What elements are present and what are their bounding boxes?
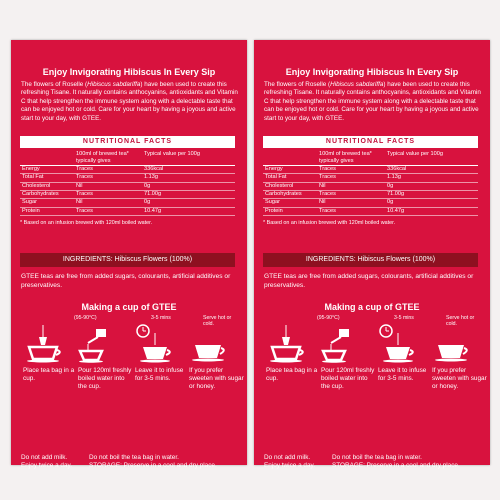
temperature-label: (95-90°C) bbox=[74, 315, 97, 321]
table-row: Cholesterol Nil 0g bbox=[20, 182, 235, 190]
footer-notes: Do not add milk. Do not boil the tea bag in water. Enjoy twice a day. STORAGE: Preserve in a cool and dry place. bbox=[264, 454, 460, 469]
nutrition-table bbox=[263, 150, 478, 216]
temperature-label: (95-90°C) bbox=[317, 315, 340, 321]
step-3 bbox=[133, 315, 185, 465]
kettle-pour-icon bbox=[319, 323, 363, 363]
nutrition-facts bbox=[20, 136, 235, 226]
brewing-steps bbox=[21, 315, 244, 465]
step-4-text: If you prefer sweeten with sugar or honey. bbox=[189, 367, 244, 390]
nutrition-header-row: 100ml of brewed tea* typically gives Typical value per 100g bbox=[263, 150, 478, 166]
step-2-text: Pour 120ml freshly boiled water into the cup. bbox=[321, 367, 375, 390]
step-2 bbox=[74, 315, 132, 465]
table-row: Sugar Nil 0g bbox=[20, 199, 235, 207]
steep-time-label: 3-5 mins bbox=[394, 315, 414, 321]
step-1 bbox=[21, 315, 73, 465]
step-1-text: Place tea bag in a cup. bbox=[266, 367, 318, 382]
table-row: Cholesterol Nil 0g bbox=[263, 182, 478, 190]
brewing-steps bbox=[264, 315, 487, 465]
table-row: Protein Traces 10.47g bbox=[20, 207, 235, 215]
headline: Enjoy Invigorating Hibiscus In Every Sip bbox=[42, 67, 216, 77]
step-4-text: If you prefer sweeten with sugar or honey. bbox=[432, 367, 487, 390]
table-row: Carbohydrates Traces 71.00g bbox=[20, 191, 235, 199]
serve-label: Serve hot or cold. bbox=[203, 315, 232, 327]
timer-cup-icon bbox=[376, 323, 420, 363]
tea-bag-cup-icon bbox=[264, 323, 308, 363]
step-3-text: Leave it to infuse for 3-5 mins. bbox=[135, 367, 184, 382]
kettle-pour-icon bbox=[76, 323, 120, 363]
table-row: Sugar Nil 0g bbox=[263, 199, 478, 207]
intro-paragraph: The flowers of Roselle (Hibiscus sabdariffa) have been used to create this refreshing Tisane. It naturally contains anthocyanins, antioxidants and Vitamin C that help strengthen the immune system along with a delectable taste that can be enjoyed hot or cold. Care for your heart by having a joyous and active start to your day, with GTEE. bbox=[264, 81, 481, 122]
table-row: Energy Traces 336kcal bbox=[20, 166, 235, 174]
headline: Enjoy Invigorating Hibiscus In Every Sip bbox=[285, 67, 459, 77]
nutrition-facts bbox=[263, 136, 478, 226]
intro-paragraph: The flowers of Roselle (Hibiscus sabdariffa) have been used to create this refreshing Tisane. It naturally contains anthocyanins, antioxidants and Vitamin C that help strengthen the immune system along with a delectable taste that can be enjoyed hot or cold. Care for your heart by having a joyous and active start to your day, with GTEE. bbox=[21, 81, 238, 122]
step-4 bbox=[430, 315, 487, 465]
ingredients-bar: INGREDIENTS: Hibiscus Flowers (100%) bbox=[263, 253, 478, 267]
making-title: Making a cup of GTEE bbox=[81, 302, 177, 312]
table-row: Energy Traces 336kcal bbox=[263, 166, 478, 174]
footer-notes: Do not add milk. Do not boil the tea bag in water. Enjoy twice a day. STORAGE: Preserve in a cool and dry place. bbox=[21, 454, 217, 469]
table-row: Carbohydrates Traces 71.00g bbox=[263, 191, 478, 199]
ingredients-bar: INGREDIENTS: Hibiscus Flowers (100%) bbox=[20, 253, 235, 267]
nutrition-table bbox=[20, 150, 235, 216]
timer-cup-icon bbox=[133, 323, 177, 363]
table-row: Total Fat Traces 1.13g bbox=[263, 174, 478, 182]
step-2 bbox=[317, 315, 375, 465]
step-2-text: Pour 120ml freshly boiled water into the cup. bbox=[78, 367, 132, 390]
step-3 bbox=[376, 315, 428, 465]
tea-box-panel-left bbox=[11, 40, 247, 469]
free-from-statement: GTEE teas are free from added sugars, colourants, artificial additives or preservatives. bbox=[21, 273, 231, 289]
making-title: Making a cup of GTEE bbox=[324, 302, 420, 312]
step-3-text: Leave it to infuse for 3-5 mins. bbox=[378, 367, 427, 382]
nutrition-title: NUTRITIONAL FACTS bbox=[20, 136, 235, 148]
step-1 bbox=[264, 315, 316, 465]
step-1-text: Place tea bag in a cup. bbox=[23, 367, 75, 382]
table-row: Total Fat Traces 1.13g bbox=[20, 174, 235, 182]
nutrition-footnote: * Based on an infusion brewed with 120ml boiled water. bbox=[263, 219, 396, 226]
steep-time-label: 3-5 mins bbox=[151, 315, 171, 321]
tea-box-panel-right bbox=[254, 40, 490, 469]
table-row: Protein Traces 10.47g bbox=[263, 207, 478, 215]
tea-bag-cup-icon bbox=[21, 323, 65, 363]
served-cup-icon bbox=[187, 323, 231, 363]
nutrition-footnote: * Based on an infusion brewed with 120ml boiled water. bbox=[20, 219, 153, 226]
served-cup-icon bbox=[430, 323, 474, 363]
nutrition-title: NUTRITIONAL FACTS bbox=[263, 136, 478, 148]
free-from-statement: GTEE teas are free from added sugars, colourants, artificial additives or preservatives. bbox=[264, 273, 474, 289]
serve-label: Serve hot or cold. bbox=[446, 315, 475, 327]
step-4 bbox=[187, 315, 244, 465]
nutrition-header-row: 100ml of brewed tea* typically gives Typical value per 100g bbox=[20, 150, 235, 166]
